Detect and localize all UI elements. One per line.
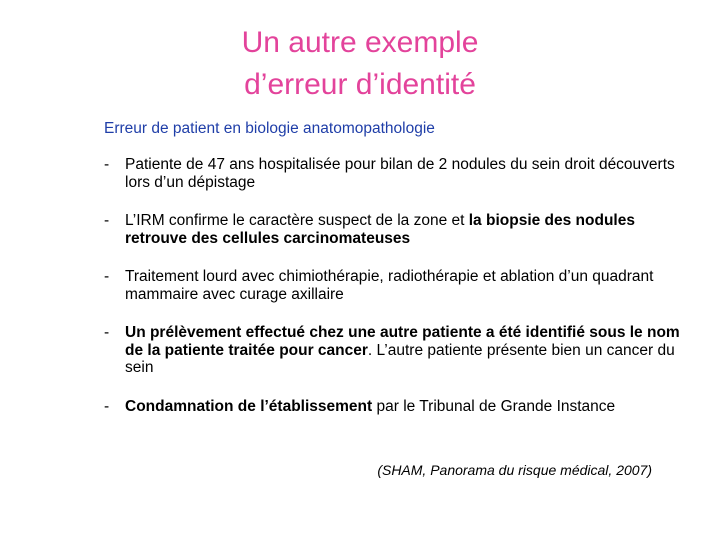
source-citation: (SHAM, Panorama du risque médical, 2007) [377,462,652,478]
bullet-item [104,268,684,303]
bullet-dash: - [104,212,110,229]
bullet-text-after: . L’autre patiente présente bien un cancer du sein [125,341,675,376]
bullet-item [104,212,684,247]
bullet-text-after: par le Tribunal de Grande Instance [372,397,616,415]
bullet-text: L’IRM confirme le caractère suspect de la zone et [125,212,469,229]
bullet-text: Patiente de 47 ans hospitalisée pour bilan de 2 nodules du sein droit découverts lors d’un dépistage [125,156,675,191]
bullet-bold-text: Un prélèvement effectué chez une autre patiente a été identifié sous le nom de la patiente traitée pour cancer [125,324,680,359]
bullet-item [104,156,684,191]
bullet-dash: - [104,268,110,285]
title-line-2: d’erreur d’identité [244,68,476,101]
bullet-dash: - [104,156,110,173]
bullet-item [104,324,684,377]
bullet-dash: - [104,324,110,341]
bullet-bold-text: Condamnation de l’établissement [125,397,373,415]
bullet-item [104,398,684,416]
slide-subtitle: Erreur de patient en biologie anatomopathologie [104,120,435,137]
bullet-list [104,156,684,436]
bullet-dash: - [104,397,110,415]
title-line-1: Un autre exemple [241,26,479,59]
bullet-text: Traitement lourd avec chimiothérapie, radiothérapie et ablation d’un quadrant mammaire avec curage axillaire [125,268,654,303]
slide-title [0,22,720,106]
bullet-bold-text: la biopsie des nodules retrouve des cellules carcinomateuses [125,212,635,247]
